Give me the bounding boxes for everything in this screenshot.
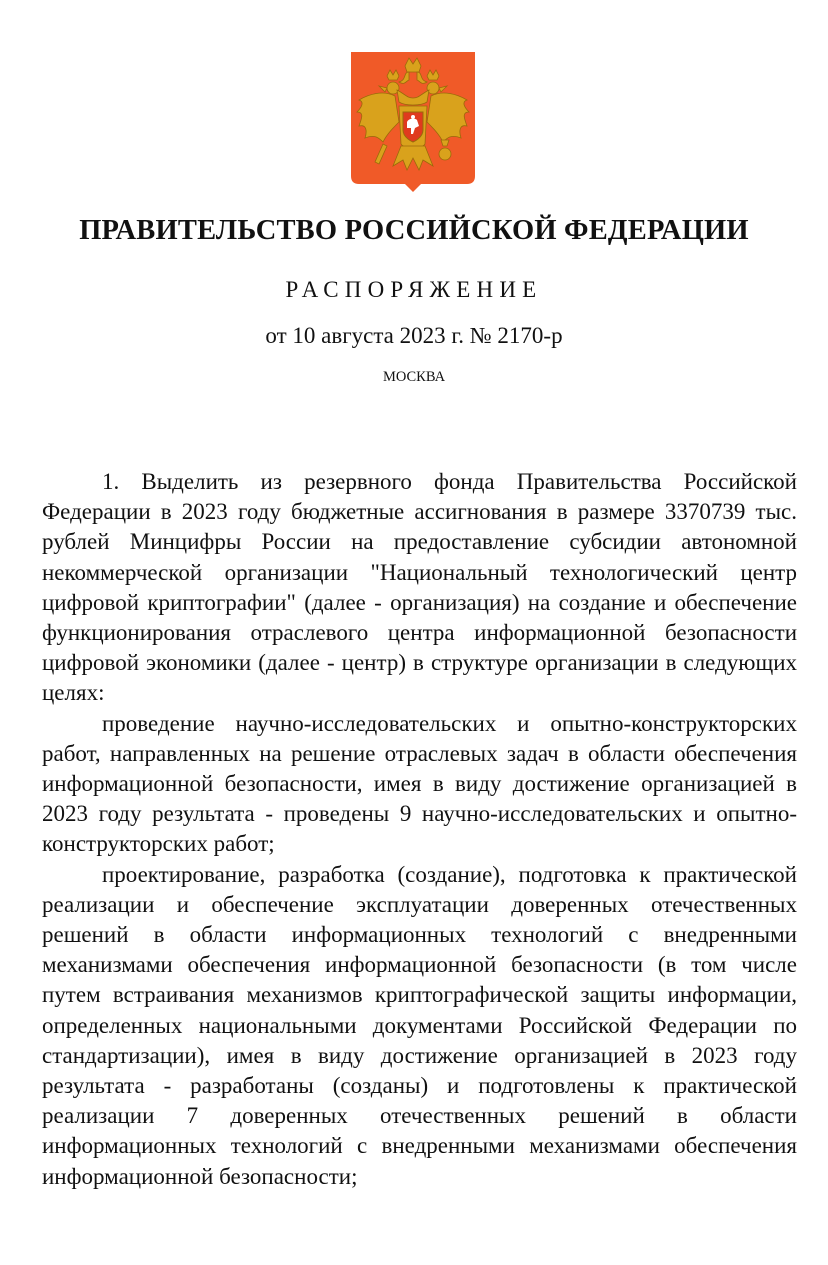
coat-of-arms-icon: [349, 50, 477, 192]
document-date-number: от 10 августа 2023 г. № 2170-р: [265, 323, 563, 348]
paragraph-2: проведение научно-исследовательских и опытно-конструкторских работ, направленных на решение отраслевых задач в области обеспечения информационной безопасности, имея в виду достижение организацией в 2023 году результата - проведены 9 научно-исследовательских и опытно-конструкторских работ;: [42, 710, 797, 857]
document-body: [42, 467, 797, 1192]
document-type: РАСПОРЯЖЕНИЕ: [285, 277, 543, 302]
paragraph-3: проектирование, разработка (создание), подготовка к практической реализации и обеспечение эксплуатации доверенных отечественных решений в области информационных технологий с внедренными механизмами обеспечения информационной безопасности (в том числе путем встраивания механизмов криптографической защиты информации, определенных национальными документами Российской Федерации по стандартизации), имея в виду достижение организацией в 2023 году результата - разработаны (созданы) и подготовлены к практической реализации 7 доверенных отечественных решений в области информационных технологий с внедренными механизмами обеспечения информационной безопасности;: [42, 861, 797, 1189]
government-title: ПРАВИТЕЛЬСТВО РОССИЙСКОЙ ФЕДЕРАЦИИ: [79, 215, 749, 246]
paragraph-1: 1. Выделить из резервного фонда Правительства Российской Федерации в 2023 году бюджетные ассигнования в размере 3370739 тыс. рублей Минцифры России на предоставление субсидии автономной некоммерческой организации "Национальный технологический центр цифровой криптографии" (далее - организация) на создание и обеспечение функционирования отраслевого центра информационной безопасности цифровой экономики (далее - центр) в структуре организации в следующих целях:: [42, 469, 797, 706]
document-place: МОСКВА: [382, 369, 446, 385]
